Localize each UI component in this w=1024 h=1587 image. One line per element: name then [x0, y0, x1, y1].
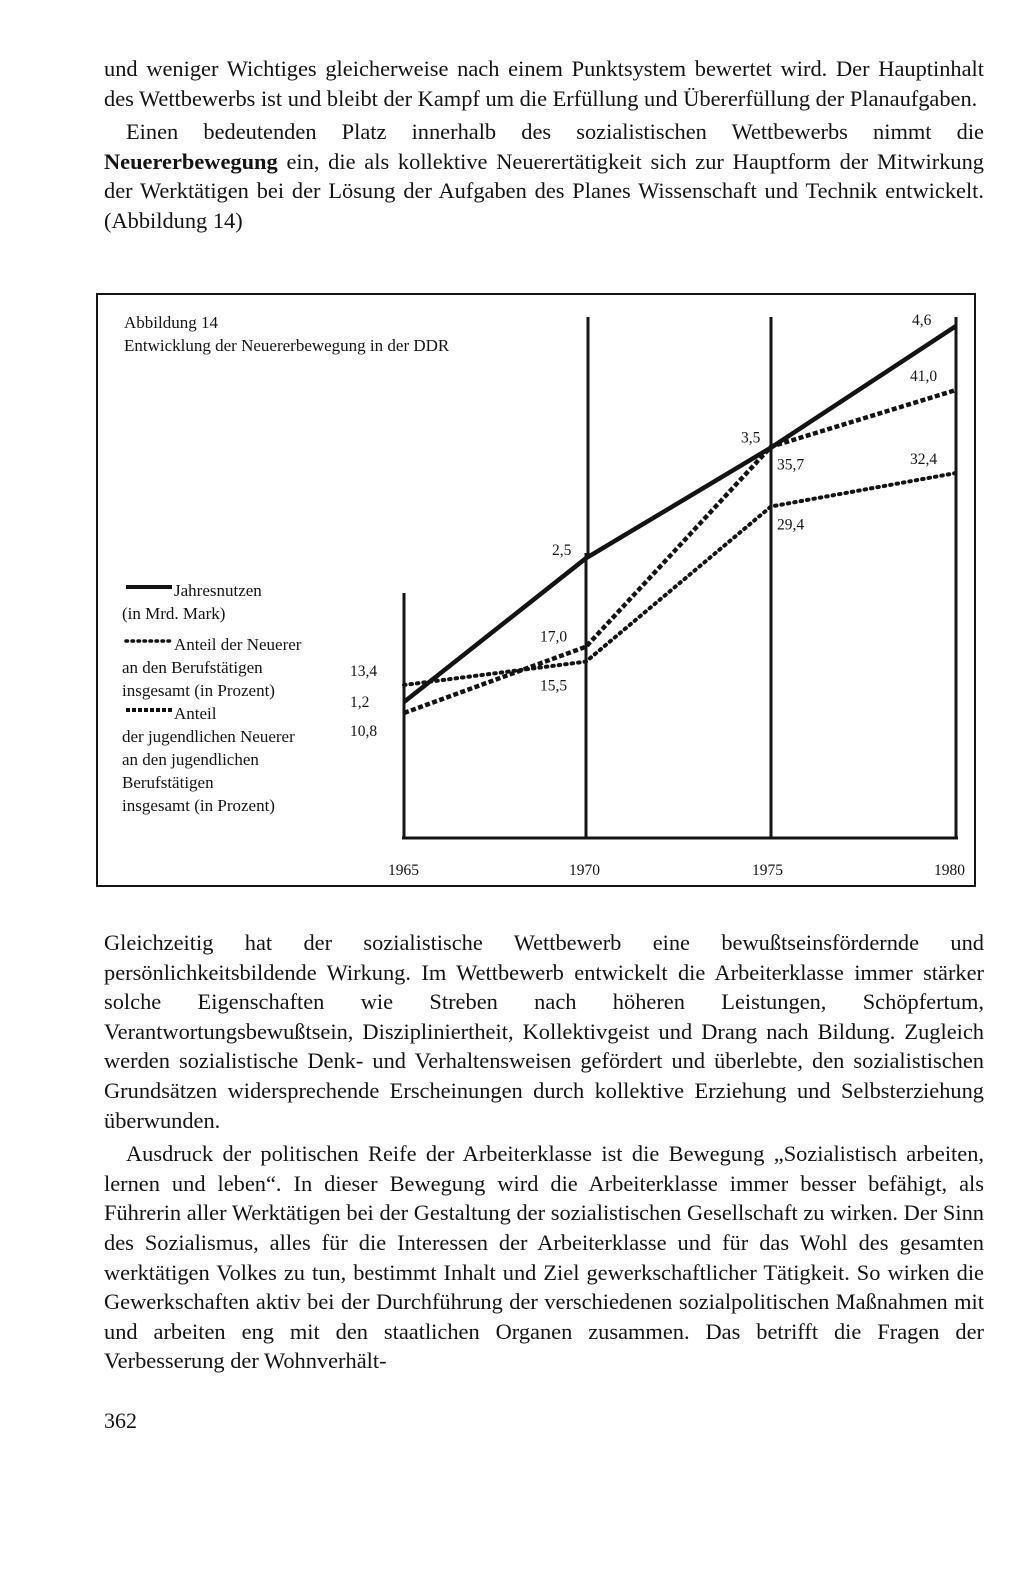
figure-title: Entwicklung der Neuererbewegung in der DDR	[124, 336, 450, 355]
data-label-anteil-neuerer-1965: 13,4	[350, 663, 378, 680]
data-label-jahresnutzen-1975: 3,5	[741, 429, 761, 447]
bottom-text-block	[104, 928, 984, 1376]
legend-item-anteil-jugend	[122, 702, 352, 725]
paragraph-2-end: ein, die als kollektive Neuerertätigkeit sich zur Hauptform der Mitwirkung der Werktätigen bei der Lösung der Aufgaben des Planes Wissenschaft und Technik entwickelt. (Abbildung 14)	[104, 148, 984, 233]
legend-item-jahresnutzen	[122, 579, 352, 602]
data-label-anteil-neuerer-1975: 29,4	[777, 516, 805, 534]
data-label-anteil-neuerer-1970: 15,5	[540, 677, 568, 695]
legend-label-anteil-jugend-5: insgesamt (in Prozent)	[122, 796, 275, 815]
page-number: 362	[104, 1408, 137, 1433]
figure-label: Abbildung 14	[124, 313, 218, 332]
legend-swatch-dotted	[122, 633, 174, 647]
data-label-anteil-jugend-1970: 17,0	[540, 628, 568, 646]
term-neuererbewegung: Neuererbewegung	[104, 148, 278, 174]
legend-swatch-solid	[122, 579, 174, 593]
x-tick-label-1965: 1965	[388, 862, 419, 879]
paragraph-3: Gleichzeitig hat der sozialistische Wettbewerb eine bewußtseinsfördernde und persönlichkeitsbildende Wirkung. Im Wettbewerb entwickelt die Arbeiterklasse immer stärker solche Eigenschaften wie Streben nach höheren Leistungen, Schöpfertum, Verantwortungsbewußtsein, Diszipliniertheit, Kollektivgeist und Drang nach Bildung. Zugleich werden sozialistische Denk- und Verhaltensweisen gefördert und überlebte, den sozialistischen Grundsätzen widersprechende Erscheinungen durch kollektive Erziehung und Selbsterziehung überwunden.	[104, 930, 984, 1133]
figure-caption	[124, 311, 449, 357]
data-label-anteil-jugend-1965: 10,8	[350, 723, 378, 740]
legend-label-jahresnutzen: Jahresnutzen	[174, 581, 262, 600]
paragraph-2-start: Einen bedeutenden Platz innerhalb des sozialistischen Wettbewerbs nimmt die	[126, 119, 984, 145]
data-label-jahresnutzen-1970: 2,5	[552, 542, 572, 560]
figure-14	[96, 293, 976, 887]
data-label-anteil-neuerer-1980: 32,4	[910, 451, 938, 468]
series-line-jahresnutzen	[404, 326, 956, 702]
top-text-block	[104, 54, 984, 236]
paragraph-4: Ausdruck der politischen Reife der Arbeiterklasse ist die Bewegung „Sozialistisch arbeiten, lernen und leben“. In dieser Bewegung wird die Arbeiterklasse immer besser befähigt, als Führerin aller Werktätigen bei der Gestaltung der sozialistischen Gesellschaft zu wirken. Der Sinn des Sozialismus, alles für die Interessen der Arbeiterklasse und für das Wohl des gesamten werktätigen Volkes zu tun, bestimmt Inhalt und Ziel gewerkschaftlicher Tätigkeit. So wirken die Gewerkschaften aktiv bei der Durchführung der verschiedenen sozialpolitischen Maßnahmen mit und arbeiten eng mit den staatlichen Organen zusammen. Das betrifft die Fragen der Verbesserung der Wohnverhält-	[104, 1141, 984, 1374]
x-tick-label-1975: 1975	[752, 862, 783, 879]
legend-label-anteil-neuerer-3: insgesamt (in Prozent)	[122, 681, 275, 700]
legend-label-anteil-neuerer-2: an den Berufstätigen	[122, 658, 263, 677]
legend-label-jahresnutzen-unit: (in Mrd. Mark)	[122, 604, 226, 623]
series-line-anteil-jugend	[404, 390, 956, 713]
legend-label-anteil-neuerer: Anteil der Neuerer	[174, 635, 302, 654]
series-line-anteil-neuerer	[404, 473, 956, 685]
x-tick-label-1970: 1970	[569, 862, 600, 879]
data-label-anteil-jugend-1975: 35,7	[777, 456, 805, 474]
legend-item-anteil-neuerer	[122, 633, 352, 656]
x-tick-label-1980: 1980	[934, 862, 965, 879]
legend-swatch-dashed	[122, 702, 174, 716]
chart-legend	[122, 579, 352, 817]
data-label-jahresnutzen-1980: 4,6	[912, 312, 932, 329]
legend-label-anteil-jugend: Anteil	[174, 704, 217, 723]
legend-label-anteil-jugend-4: Berufstätigen	[122, 773, 214, 792]
data-label-anteil-jugend-1980: 41,0	[910, 368, 938, 385]
paragraph-2	[104, 117, 984, 235]
data-label-jahresnutzen-1965: 1,2	[350, 694, 370, 711]
paragraph-1: und weniger Wichtiges gleicherweise nach einem Punktsystem bewertet wird. Der Hauptinhalt des Wettbewerbs ist und bleibt der Kampf um die Erfüllung und Übererfüllung der Planaufgaben.	[104, 56, 984, 111]
legend-label-anteil-jugend-2: der jugendlichen Neuerer	[122, 727, 295, 746]
legend-label-anteil-jugend-3: an den jugendlichen	[122, 750, 259, 769]
